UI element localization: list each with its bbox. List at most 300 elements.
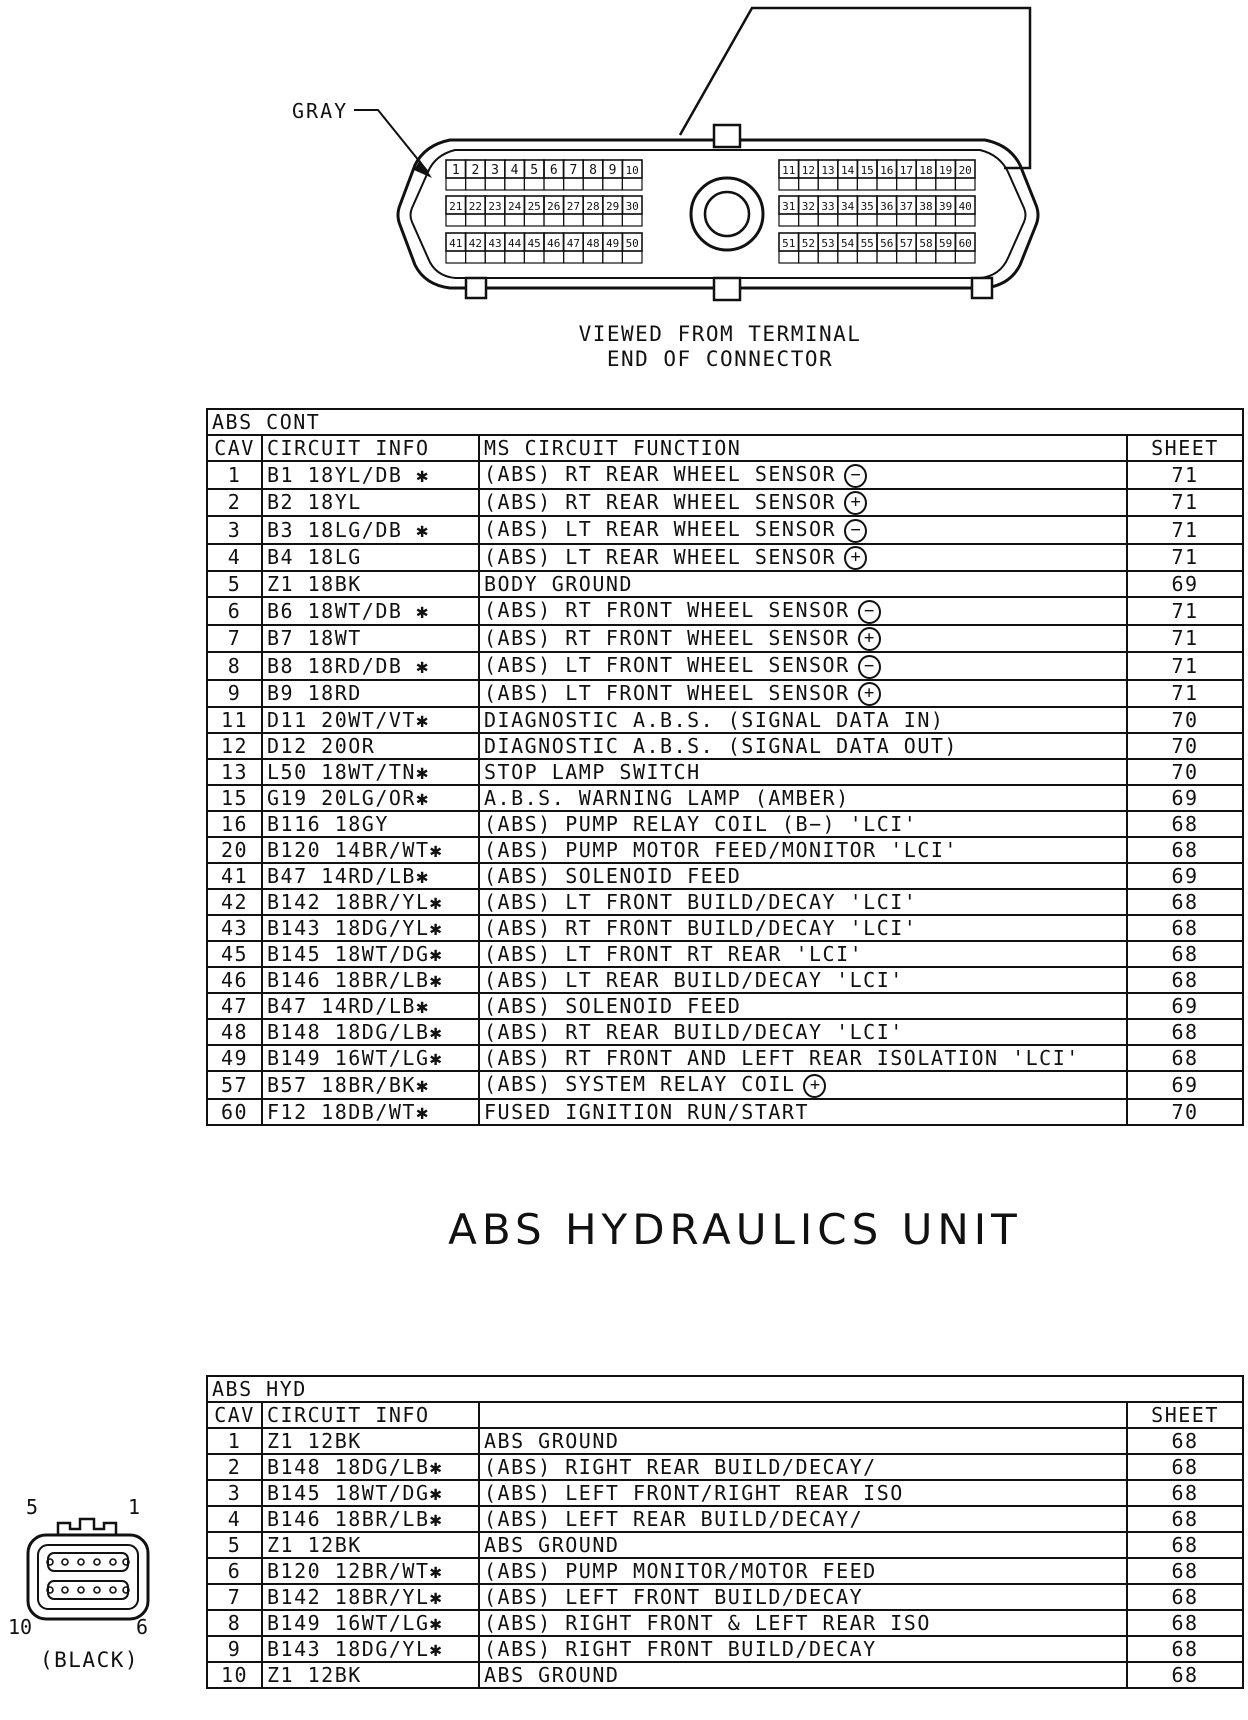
circuit-cell bbox=[262, 1480, 479, 1506]
function-cell-text: (ABS) SOLENOID FEED bbox=[484, 994, 742, 1018]
table-row bbox=[207, 837, 1243, 863]
function-cell-text: (ABS) RT FRONT AND LEFT REAR ISOLATION 'LCI' bbox=[484, 1046, 1080, 1070]
cavity-subcell bbox=[564, 178, 584, 190]
cavity-subcell bbox=[799, 214, 819, 226]
circuit-cell bbox=[262, 1532, 479, 1558]
sheet-cell-text: 69 bbox=[1171, 786, 1199, 810]
cav-cell bbox=[207, 863, 262, 889]
sheet-cell bbox=[1127, 680, 1243, 708]
cav-cell-text: 1 bbox=[227, 462, 242, 487]
sheet-cell-text: 68 bbox=[1171, 1481, 1199, 1505]
cavity-number: 32 bbox=[801, 200, 816, 213]
sheet-cell bbox=[1127, 461, 1243, 489]
circuit-cell-text: B4 18LG bbox=[267, 545, 362, 570]
circuit-cell bbox=[262, 571, 479, 597]
circuit-cell-text: B47 14RD/LB✱ bbox=[267, 864, 430, 888]
sheet-cell bbox=[1127, 941, 1243, 967]
cavity-number: 13 bbox=[821, 164, 835, 177]
cavity-subcell bbox=[955, 214, 975, 226]
table-row bbox=[207, 1045, 1243, 1071]
circuit-cell bbox=[262, 967, 479, 993]
sheet-cell bbox=[1127, 625, 1243, 653]
circuit-cell bbox=[262, 707, 479, 733]
cavity-number: 20 bbox=[958, 164, 972, 177]
table-row bbox=[207, 889, 1243, 915]
circuit-cell bbox=[262, 837, 479, 863]
cavity-subcell bbox=[779, 251, 799, 263]
cav-cell bbox=[207, 1584, 262, 1610]
cavity-subcell bbox=[505, 178, 525, 190]
cavity-subcell bbox=[857, 251, 877, 263]
circuit-cell-text: B116 18GY bbox=[267, 812, 389, 836]
function-cell-text: (ABS) LEFT FRONT/RIGHT REAR ISO bbox=[484, 1481, 904, 1505]
function-cell-text: (ABS) LEFT FRONT BUILD/DECAY bbox=[484, 1585, 864, 1609]
circuit-cell bbox=[262, 1584, 479, 1610]
cav-cell bbox=[207, 967, 262, 993]
circuit-cell-text: B57 18BR/BK✱ bbox=[267, 1072, 430, 1097]
circuit-cell-text: B146 18BR/LB✱ bbox=[267, 1507, 444, 1531]
circuit-cell bbox=[262, 1636, 479, 1662]
cavity-number: 27 bbox=[566, 200, 581, 213]
cavity-number: 46 bbox=[547, 237, 561, 250]
sheet-cell-text: 68 bbox=[1171, 1559, 1199, 1583]
sheet-cell-text: 68 bbox=[1171, 1046, 1199, 1070]
circuit-cell bbox=[262, 811, 479, 837]
circuit-cell bbox=[262, 1019, 479, 1045]
function-cell bbox=[479, 967, 1127, 993]
function-cell-text: (ABS) LT FRONT WHEEL SENSOR bbox=[484, 653, 850, 677]
cav-cell-text: 20 bbox=[220, 838, 249, 862]
circuit-cell-text: G19 20LG/OR✱ bbox=[267, 786, 430, 810]
caption-line-2: END OF CONNECTOR bbox=[606, 347, 834, 371]
cavity-subcell bbox=[916, 178, 936, 190]
circuit-cell-text: B8 18RD/DB ✱ bbox=[267, 653, 430, 678]
cavity-subcell bbox=[838, 178, 858, 190]
function-cell-text: FUSED IGNITION RUN/START bbox=[484, 1099, 809, 1124]
cavity-number: 43 bbox=[488, 237, 502, 250]
cav-cell bbox=[207, 489, 262, 517]
circuit-cell bbox=[262, 863, 479, 889]
sheet-cell bbox=[1127, 652, 1243, 680]
sheet-cell bbox=[1127, 1584, 1243, 1610]
function-cell bbox=[479, 1506, 1127, 1532]
sheet-cell-text: 71 bbox=[1171, 626, 1199, 651]
cav-cell-text: 43 bbox=[220, 916, 249, 940]
circuit-cell bbox=[262, 1099, 479, 1125]
table-row bbox=[207, 941, 1243, 967]
sheet-cell-text: 71 bbox=[1171, 681, 1199, 706]
cav-cell-text: 3 bbox=[227, 1481, 242, 1505]
function-cell-text: (ABS) LT FRONT BUILD/DECAY 'LCI' bbox=[484, 890, 918, 914]
circuit-cell bbox=[262, 597, 479, 625]
cavity-number: 33 bbox=[821, 200, 835, 213]
sheet-cell-text: 69 bbox=[1171, 1072, 1199, 1097]
cavity-number: 60 bbox=[958, 237, 972, 250]
sheet-cell-text: 70 bbox=[1171, 708, 1199, 732]
function-cell-text: (ABS) RT REAR WHEEL SENSOR bbox=[484, 489, 837, 514]
circuit-cell-text: B120 12BR/WT✱ bbox=[267, 1559, 444, 1583]
sheet-cell-text: 70 bbox=[1171, 734, 1199, 758]
cav-cell-text: 42 bbox=[220, 890, 249, 914]
cavity-subcell bbox=[466, 251, 486, 263]
function-cell bbox=[479, 1480, 1127, 1506]
sheet-cell bbox=[1127, 1480, 1243, 1506]
cavity-number: 41 bbox=[449, 237, 463, 250]
circuit-cell-text: Z1 12BK bbox=[267, 1663, 362, 1687]
cavity-subcell bbox=[466, 178, 486, 190]
cavity-subcell bbox=[955, 178, 975, 190]
cavity-subcell bbox=[564, 214, 584, 226]
sheet-cell bbox=[1127, 785, 1243, 811]
header-function bbox=[479, 1402, 1127, 1428]
sheet-cell-text: 71 bbox=[1171, 545, 1199, 570]
cav-cell bbox=[207, 1558, 262, 1584]
circuit-cell-text: D12 20OR bbox=[267, 734, 376, 758]
cavity-number: 14 bbox=[840, 164, 855, 177]
circuit-cell-text: B120 14BR/WT✱ bbox=[267, 838, 444, 862]
function-cell-text: (ABS) SYSTEM RELAY COIL bbox=[484, 1072, 796, 1096]
circuit-cell-text: B148 18DG/LB✱ bbox=[267, 1455, 444, 1479]
abs-cont-table bbox=[206, 408, 1244, 1126]
cavity-subcell bbox=[622, 251, 642, 263]
cavity-number: 45 bbox=[527, 237, 541, 250]
cavity-subcell bbox=[857, 214, 877, 226]
cavity-number: 24 bbox=[507, 200, 522, 213]
circuit-cell-text: B148 18DG/LB✱ bbox=[267, 1020, 444, 1044]
cavity-subcell bbox=[446, 178, 466, 190]
cavity-number: 48 bbox=[586, 237, 600, 250]
cavity-subcell bbox=[505, 214, 525, 226]
cav-cell-text: 6 bbox=[227, 598, 242, 623]
cavity-subcell bbox=[936, 251, 956, 263]
sheet-cell-text: 69 bbox=[1171, 572, 1199, 596]
cavity-number: 26 bbox=[547, 200, 561, 213]
cav-cell-text: 7 bbox=[227, 626, 242, 651]
sheet-cell bbox=[1127, 1071, 1243, 1099]
function-cell-text: ABS GROUND bbox=[484, 1663, 620, 1687]
header-cav: CAV bbox=[207, 435, 262, 461]
sheet-cell-text: 69 bbox=[1171, 994, 1199, 1018]
table-row bbox=[207, 759, 1243, 785]
circuit-cell-text: Z1 18BK bbox=[267, 572, 362, 596]
function-cell bbox=[479, 785, 1127, 811]
cavity-number: 47 bbox=[566, 237, 581, 250]
cav-cell-text: 10 bbox=[220, 1663, 249, 1687]
circuit-cell bbox=[262, 759, 479, 785]
circuit-cell bbox=[262, 785, 479, 811]
function-cell bbox=[479, 993, 1127, 1019]
circuit-cell-text: Z1 12BK bbox=[267, 1533, 362, 1557]
cavity-subcell bbox=[603, 178, 623, 190]
function-cell bbox=[479, 652, 1127, 680]
circuit-cell-text: B146 18BR/LB✱ bbox=[267, 968, 444, 992]
circuit-cell-text: B47 14RD/LB✱ bbox=[267, 994, 430, 1018]
table-row bbox=[207, 652, 1243, 680]
circuit-cell bbox=[262, 680, 479, 708]
unit-title: ABS HYDRAULICS UNIT bbox=[448, 1205, 1022, 1254]
cavity-number: 4 bbox=[510, 163, 519, 178]
function-cell-text: ABS GROUND bbox=[484, 1533, 620, 1557]
cavity-subcell bbox=[446, 214, 466, 226]
cavity-number: 51 bbox=[782, 237, 796, 250]
circuit-cell bbox=[262, 1610, 479, 1636]
function-cell bbox=[479, 516, 1127, 544]
cav-cell bbox=[207, 625, 262, 653]
connector-color-label: GRAY bbox=[292, 99, 349, 123]
cav-cell-text: 46 bbox=[220, 968, 249, 992]
header-function: MS CIRCUIT FUNCTION bbox=[479, 435, 1127, 461]
function-cell-text: DIAGNOSTIC A.B.S. (SIGNAL DATA IN) bbox=[484, 708, 945, 732]
cavity-number: 21 bbox=[449, 200, 463, 213]
table-row bbox=[207, 597, 1243, 625]
cavity-subcell bbox=[466, 214, 486, 226]
cavity-subcell bbox=[897, 178, 917, 190]
sheet-cell bbox=[1127, 733, 1243, 759]
function-cell-text: (ABS) LT REAR BUILD/DECAY 'LCI' bbox=[484, 968, 904, 992]
sheet-cell-text: 68 bbox=[1171, 1663, 1199, 1687]
table-row bbox=[207, 680, 1243, 708]
cav-cell bbox=[207, 785, 262, 811]
cavity-number: 39 bbox=[938, 200, 953, 213]
table-row bbox=[207, 1532, 1243, 1558]
circuit-cell-text: B149 16WT/LG✱ bbox=[267, 1046, 444, 1070]
header-circuit-info: CIRCUIT INFO bbox=[262, 435, 479, 461]
cavity-subcell bbox=[583, 251, 603, 263]
connector-caption bbox=[500, 322, 940, 372]
circuit-cell-text: B143 18DG/YL✱ bbox=[267, 916, 444, 940]
pin-hole bbox=[78, 1559, 84, 1565]
sheet-cell-text: 68 bbox=[1171, 1020, 1199, 1044]
cavity-number: 9 bbox=[608, 163, 617, 178]
header-circuit-info: CIRCUIT INFO bbox=[262, 1402, 479, 1428]
cavity-subcell bbox=[818, 178, 838, 190]
cavity-subcell bbox=[779, 214, 799, 226]
table-row bbox=[207, 1480, 1243, 1506]
cav-cell bbox=[207, 516, 262, 544]
cav-cell bbox=[207, 837, 262, 863]
circuit-cell-text: B3 18LG/DB ✱ bbox=[267, 517, 430, 542]
pin-label-6: 6 bbox=[136, 1615, 149, 1639]
cavity-number: 15 bbox=[860, 164, 874, 177]
sheet-cell bbox=[1127, 1558, 1243, 1584]
cav-cell bbox=[207, 1506, 262, 1532]
cavity-number: 30 bbox=[625, 200, 639, 213]
sheet-cell bbox=[1127, 1610, 1243, 1636]
sheet-cell bbox=[1127, 759, 1243, 785]
table-row bbox=[207, 1454, 1243, 1480]
polarity-symbol: + bbox=[803, 1074, 826, 1098]
header-sheet: SHEET bbox=[1127, 435, 1243, 461]
circuit-cell bbox=[262, 544, 479, 572]
cavity-number: 18 bbox=[919, 164, 933, 177]
cav-cell bbox=[207, 1045, 262, 1071]
circuit-cell-text: L50 18WT/TN✱ bbox=[267, 760, 430, 784]
function-cell-text: (ABS) SOLENOID FEED bbox=[484, 864, 742, 888]
cavity-subcell bbox=[564, 251, 584, 263]
function-cell bbox=[479, 1071, 1127, 1099]
cav-cell-text: 11 bbox=[220, 708, 249, 732]
cavity-number: 34 bbox=[840, 200, 855, 213]
sheet-cell bbox=[1127, 889, 1243, 915]
cav-cell-text: 4 bbox=[227, 1507, 242, 1531]
cavity-number: 56 bbox=[880, 237, 894, 250]
circuit-cell bbox=[262, 1454, 479, 1480]
cavity-subcell bbox=[603, 214, 623, 226]
function-cell bbox=[479, 915, 1127, 941]
cavity-subcell bbox=[857, 178, 877, 190]
cav-cell bbox=[207, 889, 262, 915]
cav-cell-text: 45 bbox=[220, 942, 249, 966]
cavity-subcell bbox=[897, 214, 917, 226]
function-cell bbox=[479, 597, 1127, 625]
cav-cell-text: 7 bbox=[227, 1585, 242, 1609]
abs-hyd-connector-diagram bbox=[18, 1515, 158, 1625]
table-row bbox=[207, 1099, 1243, 1125]
function-cell-text: (ABS) PUMP MONITOR/MOTOR FEED bbox=[484, 1559, 877, 1583]
function-cell bbox=[479, 1099, 1127, 1125]
pin-label-1: 1 bbox=[128, 1495, 141, 1519]
sheet-cell-text: 68 bbox=[1171, 890, 1199, 914]
table-row bbox=[207, 707, 1243, 733]
function-cell-text: (ABS) LT FRONT RT REAR 'LCI' bbox=[484, 942, 864, 966]
cavity-subcell bbox=[916, 251, 936, 263]
function-cell-text: (ABS) LT REAR WHEEL SENSOR bbox=[484, 544, 837, 569]
function-cell bbox=[479, 544, 1127, 572]
cavity-subcell bbox=[799, 251, 819, 263]
cavity-number: 44 bbox=[507, 237, 522, 250]
cav-cell-text: 47 bbox=[220, 994, 249, 1018]
pin-hole bbox=[110, 1559, 116, 1565]
cavity-subcell bbox=[485, 214, 505, 226]
sheet-cell bbox=[1127, 1532, 1243, 1558]
sheet-cell-text: 68 bbox=[1171, 916, 1199, 940]
table-row bbox=[207, 461, 1243, 489]
function-cell-text: BODY GROUND bbox=[484, 572, 633, 596]
pin-label-10: 10 bbox=[8, 1615, 33, 1639]
sheet-cell bbox=[1127, 489, 1243, 517]
cavity-number: 1 bbox=[451, 163, 460, 178]
circuit-cell-text: B143 18DG/YL✱ bbox=[267, 1637, 444, 1661]
table-row bbox=[207, 1610, 1243, 1636]
cavity-number: 53 bbox=[821, 237, 835, 250]
function-cell-text: ABS GROUND bbox=[484, 1429, 620, 1453]
sheet-cell-text: 70 bbox=[1171, 760, 1199, 784]
cavity-subcell bbox=[524, 178, 544, 190]
pin-hole bbox=[110, 1587, 116, 1593]
circuit-cell-text: B145 18WT/DG✱ bbox=[267, 1481, 444, 1505]
circuit-cell-text: B149 16WT/LG✱ bbox=[267, 1611, 444, 1635]
cavity-number: 50 bbox=[625, 237, 639, 250]
sheet-cell bbox=[1127, 967, 1243, 993]
cav-cell-text: 5 bbox=[227, 1533, 242, 1557]
cav-cell bbox=[207, 1019, 262, 1045]
sheet-cell-text: 68 bbox=[1171, 1455, 1199, 1479]
caption-line-1: VIEWED FROM TERMINAL bbox=[578, 322, 862, 346]
cav-cell-text: 16 bbox=[220, 812, 249, 836]
cavity-number: 10 bbox=[625, 164, 639, 177]
polarity-symbol: + bbox=[858, 682, 881, 706]
cav-cell bbox=[207, 544, 262, 572]
function-cell bbox=[479, 461, 1127, 489]
circuit-cell bbox=[262, 733, 479, 759]
function-cell bbox=[479, 571, 1127, 597]
circuit-cell bbox=[262, 1558, 479, 1584]
circuit-cell bbox=[262, 1506, 479, 1532]
cavity-number: 37 bbox=[899, 200, 914, 213]
cav-cell bbox=[207, 1071, 262, 1099]
cav-cell bbox=[207, 915, 262, 941]
polarity-symbol: + bbox=[844, 546, 867, 570]
function-cell-text: (ABS) PUMP MOTOR FEED/MONITOR 'LCI' bbox=[484, 838, 958, 862]
cavity-subcell bbox=[838, 214, 858, 226]
cav-cell bbox=[207, 1099, 262, 1125]
table-title-row bbox=[207, 409, 1243, 435]
cavity-number: 6 bbox=[549, 163, 558, 178]
cav-cell-text: 5 bbox=[227, 572, 242, 596]
function-cell-text: (ABS) RIGHT FRONT & LEFT REAR ISO bbox=[484, 1611, 931, 1635]
cavity-number: 8 bbox=[589, 163, 597, 178]
cavity-subcell bbox=[583, 214, 603, 226]
function-cell-text: (ABS) RT REAR WHEEL SENSOR bbox=[484, 462, 837, 486]
cavity-number: 11 bbox=[782, 164, 796, 177]
function-cell bbox=[479, 1610, 1127, 1636]
circuit-cell bbox=[262, 1071, 479, 1099]
cavity-number: 17 bbox=[899, 164, 914, 177]
circuit-cell bbox=[262, 889, 479, 915]
cavity-number: 2 bbox=[471, 163, 480, 178]
cav-cell-text: 3 bbox=[227, 517, 242, 542]
table-row bbox=[207, 1019, 1243, 1045]
cav-cell bbox=[207, 461, 262, 489]
function-cell bbox=[479, 811, 1127, 837]
circuit-cell bbox=[262, 993, 479, 1019]
cav-cell-text: 9 bbox=[227, 1637, 242, 1661]
cavity-number: 28 bbox=[586, 200, 600, 213]
function-cell-text: (ABS) RIGHT REAR BUILD/DECAY/ bbox=[484, 1455, 877, 1479]
cav-cell bbox=[207, 733, 262, 759]
cav-cell bbox=[207, 571, 262, 597]
cavity-number: 5 bbox=[530, 163, 539, 178]
sheet-cell-text: 71 bbox=[1171, 598, 1199, 623]
function-cell bbox=[479, 941, 1127, 967]
circuit-cell-text: B2 18YL bbox=[267, 490, 362, 515]
sheet-cell bbox=[1127, 915, 1243, 941]
function-cell-text: DIAGNOSTIC A.B.S. (SIGNAL DATA OUT) bbox=[484, 734, 958, 758]
cav-cell bbox=[207, 1428, 262, 1454]
function-cell bbox=[479, 733, 1127, 759]
table-row bbox=[207, 489, 1243, 517]
cav-cell-text: 13 bbox=[220, 760, 249, 784]
circuit-cell-text: B1 18YL/DB ✱ bbox=[267, 462, 430, 487]
cavity-subcell bbox=[818, 251, 838, 263]
cavity-number: 29 bbox=[605, 200, 620, 213]
cavity-subcell bbox=[877, 214, 897, 226]
circuit-cell bbox=[262, 941, 479, 967]
pin-hole bbox=[62, 1559, 68, 1565]
cavity-subcell bbox=[446, 251, 466, 263]
table-row bbox=[207, 1662, 1243, 1688]
cav-cell bbox=[207, 1662, 262, 1688]
sheet-cell bbox=[1127, 993, 1243, 1019]
table-title: ABS CONT bbox=[207, 409, 1243, 435]
cavity-number: 7 bbox=[569, 163, 578, 178]
cavity-subcell bbox=[544, 214, 564, 226]
circuit-cell-text: D11 20WT/VT✱ bbox=[267, 708, 430, 732]
cavity-number: 55 bbox=[860, 237, 874, 250]
circuit-cell-text: B6 18WT/DB ✱ bbox=[267, 598, 430, 623]
function-cell-text: (ABS) RT FRONT WHEEL SENSOR bbox=[484, 625, 850, 650]
function-cell bbox=[479, 1558, 1127, 1584]
